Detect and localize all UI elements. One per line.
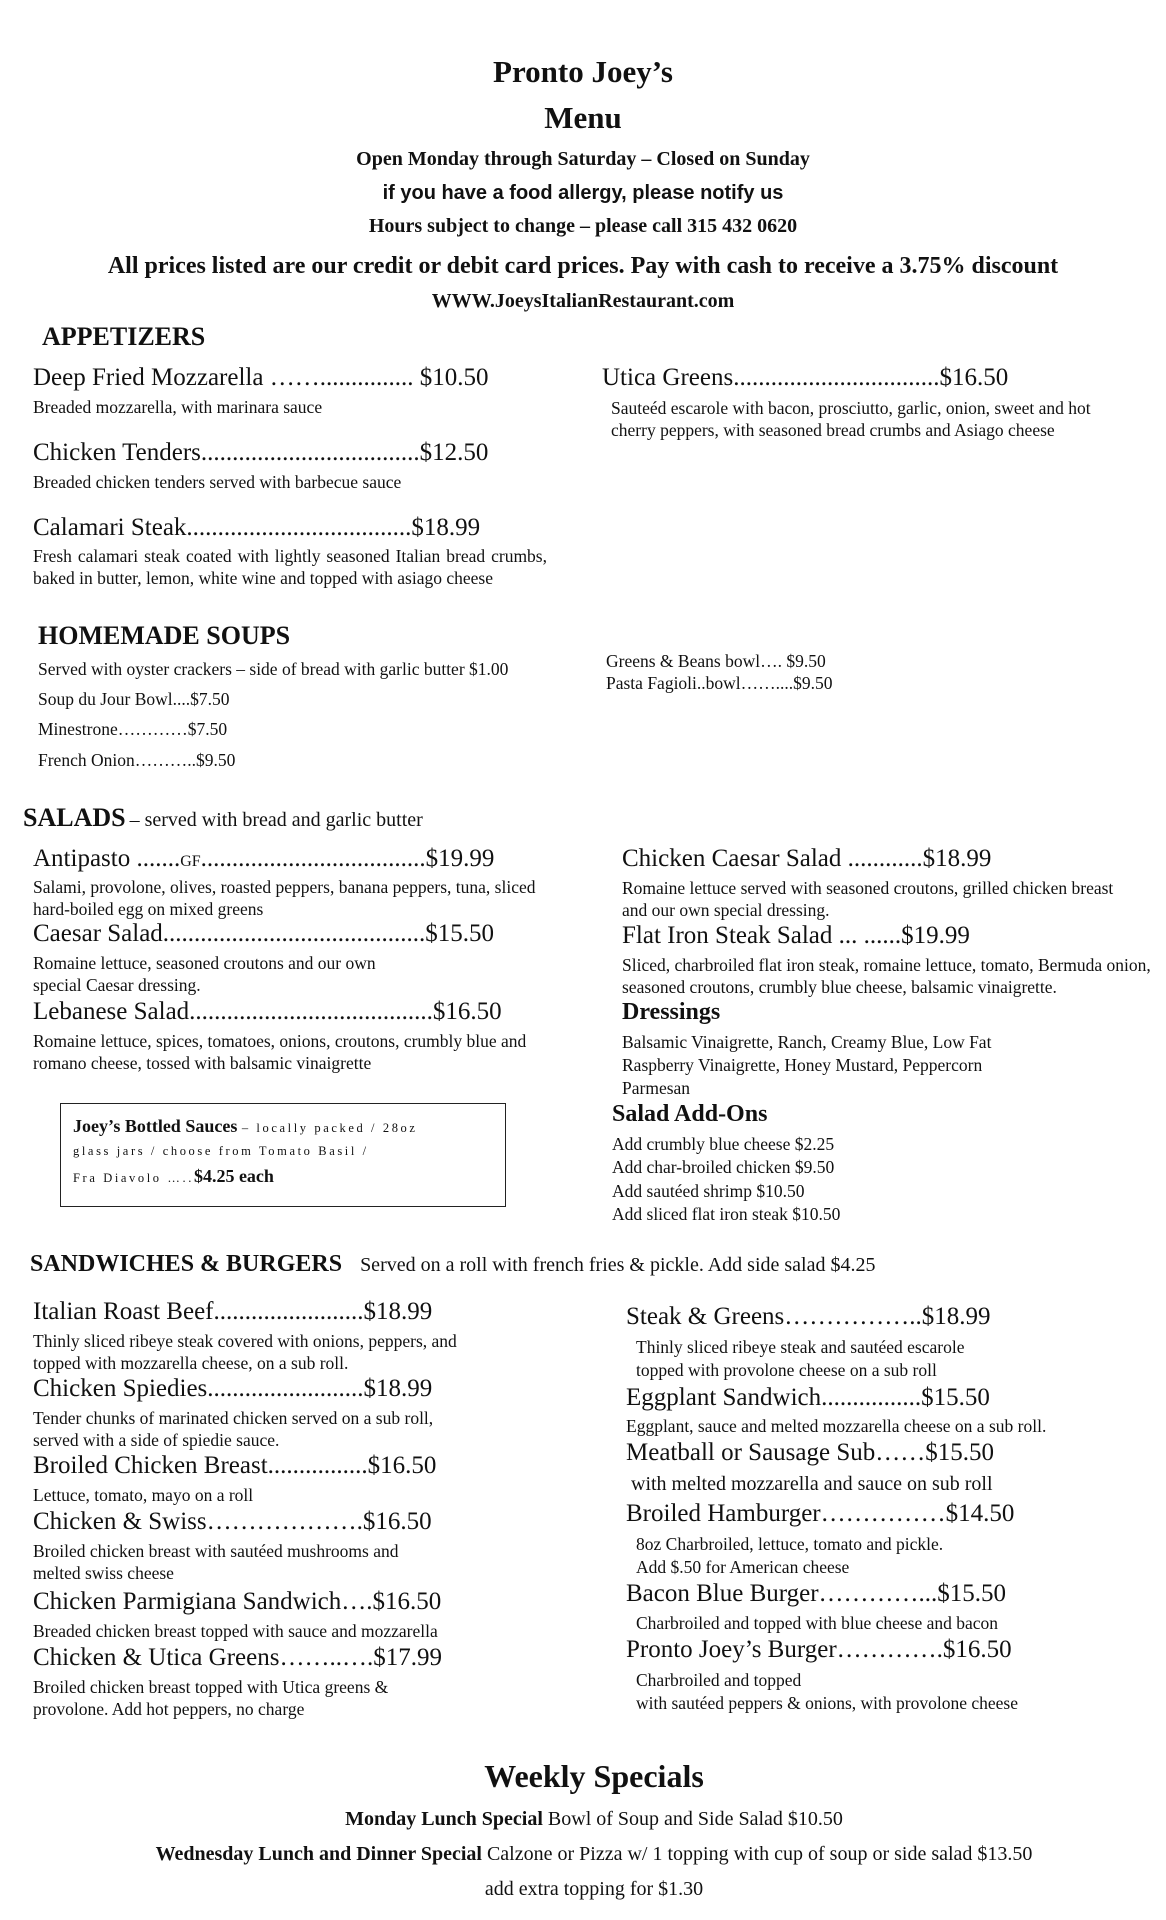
allergy-notice: if you have a food allergy, please notify us (382, 182, 784, 204)
menu-item-desc: Romaine lettuce, seasoned croutons and our own special Caesar dressing. (33, 953, 376, 995)
website-link[interactable]: WWW.JoeysItalianRestaurant.com (431, 290, 735, 312)
menu-item-name: Pronto Joey’s Burger………….$16.50 (626, 1636, 1012, 1663)
menu-item-name: Deep Fried Mozzarella ……............... $10.50 (33, 364, 489, 391)
salads-heading: SALADS (23, 803, 126, 832)
menu-item-desc: Breaded chicken tenders served with barbecue sauce (33, 472, 402, 492)
sandwiches-note: Served on a roll with french fries & pickle. Add side salad $4.25 (360, 1254, 876, 1276)
restaurant-name: Pronto Joey’s (493, 54, 673, 89)
menu-item-name: Italian Roast Beef........................$18.99 (33, 1298, 433, 1325)
menu-item-desc: topped with provolone cheese on a sub roll (636, 1360, 937, 1380)
sandwiches-header (30, 1251, 876, 1278)
menu-item-desc: Sauteéd escarole with bacon, prosciutto, garlic, onion, sweet and hot cherry peppers, with seasoned bread crumbs and Asiago cheese (611, 398, 1091, 440)
menu-item-name: Caesar Salad..........................................$15.50 (33, 920, 495, 947)
menu-item-name: Steak & Greens……………..$18.99 (626, 1303, 991, 1330)
menu-item-desc: Breaded mozzarella, with marinara sauce (33, 397, 323, 417)
bottled-sauces-title: Joey’s Bottled Sauces (73, 1116, 238, 1136)
dressings-line: Balsamic Vinaigrette, Ranch, Creamy Blue, Low Fat (622, 1032, 992, 1052)
addons-heading: Salad Add-Ons (612, 1101, 768, 1127)
menu-item-name: Calamari Steak....................................$18.99 (33, 514, 481, 541)
menu-item-desc: Thinly sliced ribeye steak covered with onions, peppers, and topped with mozzarella cheese, on a sub roll. (33, 1331, 457, 1373)
menu-item-name: Broiled Chicken Breast................$16.50 (33, 1452, 437, 1479)
specials-heading: Weekly Specials (484, 1758, 704, 1794)
menu-item-desc: Add $.50 for American cheese (636, 1557, 850, 1577)
menu-item-desc: Romaine lettuce, spices, tomatoes, onions, croutons, crumbly blue and romano cheese, tossed with balsamic vinaigrette (33, 1031, 527, 1073)
menu-item-name: Chicken & Utica Greens……..….$17.99 (33, 1644, 442, 1671)
soup-item: Minestrone…………$7.50 (38, 719, 228, 739)
menu-item-name: Chicken Spiedies.........................$18.99 (33, 1375, 433, 1402)
soups-heading: HOMEMADE SOUPS (38, 621, 291, 650)
addon-item: Add sliced flat iron steak $10.50 (612, 1204, 841, 1224)
gluten-free-badge: GF (180, 853, 201, 870)
opening-hours: Open Monday through Saturday – Closed on Sunday (356, 148, 810, 170)
hours-change-notice: Hours subject to change – please call 315 432 0620 (368, 215, 798, 237)
bottled-sauces-title-line (73, 1116, 418, 1137)
menu-item-price: ....................................$19.99 (200, 845, 495, 872)
sandwiches-heading: SANDWICHES & BURGERS (30, 1251, 343, 1277)
addon-item: Add crumbly blue cheese $2.25 (612, 1134, 835, 1154)
wednesday-special-text: Calzone or Pizza w/ 1 topping with cup of soup or side salad $13.50 (481, 1843, 1033, 1865)
menu-item-name: Broiled Hamburger……………$14.50 (626, 1500, 1015, 1527)
menu-item-name: Bacon Blue Burger…………...$15.50 (626, 1580, 1007, 1607)
menu-item-desc: Romaine lettuce served with seasoned croutons, grilled chicken breast and our own special dressing. (622, 878, 1114, 920)
appetizers-heading: APPETIZERS (42, 322, 206, 351)
bottled-sauces-desc: Fra Diavolo ….. (73, 1171, 194, 1185)
menu-item-desc: with melted mozzarella and sauce on sub roll (631, 1473, 993, 1495)
bottled-sauces-desc: – locally packed / 28oz (241, 1121, 418, 1135)
menu-item-desc: Fresh calamari steak coated with lightly seasoned Italian bread crumbs, baked in butter, lemon, white wine and topped with asiago cheese (33, 546, 547, 588)
menu-item-desc: 8oz Charbroiled, lettuce, tomato and pickle. (636, 1534, 944, 1554)
menu-item-desc: Lettuce, tomato, mayo on a roll (33, 1485, 254, 1505)
pricing-notice: All prices listed are our credit or debit card prices. Pay with cash to receive a 3.75% discount (107, 253, 1059, 279)
bottled-sauces-price-line (73, 1166, 274, 1187)
dressings-heading: Dressings (622, 999, 721, 1025)
menu-item-desc: with sautéed peppers & onions, with provolone cheese (636, 1693, 1018, 1713)
menu-item-name (33, 845, 494, 873)
menu-item-desc: Tender chunks of marinated chicken served on a sub roll, served with a side of spiedie sauce. (33, 1408, 434, 1450)
wednesday-special (0, 1843, 1166, 1866)
menu-item-desc: Salami, provolone, olives, roasted peppers, banana peppers, tuna, sliced hard-boiled egg on mixed greens (33, 877, 536, 919)
wednesday-special-label: Wednesday Lunch and Dinner Special (155, 1843, 482, 1865)
menu-item-name: Lebanese Salad.......................................$16.50 (33, 998, 502, 1025)
menu-item-desc: Broiled chicken breast with sautéed mushrooms and melted swiss cheese (33, 1541, 399, 1583)
menu-item-desc: Breaded chicken breast topped with sauce and mozzarella (33, 1621, 438, 1641)
addon-item: Add sautéed shrimp $10.50 (612, 1181, 805, 1201)
soup-item: French Onion………..$9.50 (38, 750, 236, 770)
dressings-line: Raspberry Vinaigrette, Honey Mustard, Peppercorn (622, 1055, 983, 1075)
soup-item: Soup du Jour Bowl....$7.50 (38, 689, 230, 709)
soups-note: Served with oyster crackers – side of bread with garlic butter $1.00 (38, 659, 509, 679)
soup-item: Greens & Beans bowl…. $9.50 (606, 651, 826, 671)
menu-item-name: Chicken Tenders...................................$12.50 (33, 439, 489, 466)
addon-item: Add char-broiled chicken $9.50 (612, 1157, 835, 1177)
salads-note: – served with bread and garlic butter (129, 809, 423, 831)
dressings-line: Parmesan (622, 1078, 691, 1098)
menu-item-desc: Charbroiled and topped with blue cheese and bacon (636, 1613, 999, 1633)
menu-item-desc: Sliced, charbroiled flat iron steak, romaine lettuce, tomato, Bermuda onion, seasoned croutons, crumbly blue cheese, balsamic vinaigrette. (622, 955, 1151, 997)
menu-item-name: Flat Iron Steak Salad ... ......$19.99 (622, 922, 970, 949)
menu-item-name: Utica Greens.................................$16.50 (602, 364, 1009, 391)
menu-item-name: Meatball or Sausage Sub……$15.50 (626, 1439, 995, 1466)
bottled-sauces-desc: glass jars / choose from Tomato Basil / (73, 1144, 369, 1158)
bottled-sauces-price: $4.25 each (193, 1166, 274, 1186)
soup-item: Pasta Fagioli..bowl……....$9.50 (606, 673, 833, 693)
menu-item-desc: Eggplant, sauce and melted mozzarella cheese on a sub roll. (626, 1416, 1047, 1436)
menu-item-name: Eggplant Sandwich................$15.50 (626, 1384, 990, 1411)
bottled-sauces-box (60, 1103, 506, 1207)
monday-special-text: Bowl of Soup and Side Salad $10.50 (542, 1808, 843, 1830)
menu-item-name: Chicken Caesar Salad ............$18.99 (622, 845, 992, 872)
extra-topping-note: add extra topping for $1.30 (484, 1878, 704, 1900)
menu-item-desc: Charbroiled and topped (636, 1670, 802, 1690)
menu-item-desc: Broiled chicken breast topped with Utica greens & provolone. Add hot peppers, no charge (33, 1677, 389, 1719)
menu-item-label: Antipasto ....... (33, 845, 181, 872)
monday-special-label: Monday Lunch Special (345, 1808, 543, 1830)
menu-title: Menu (544, 100, 622, 135)
salads-header (23, 803, 423, 833)
monday-special (0, 1808, 1166, 1831)
menu-item-name: Chicken Parmigiana Sandwich….$16.50 (33, 1588, 442, 1615)
menu-item-name: Chicken & Swiss……………….$16.50 (33, 1508, 432, 1535)
menu-item-desc: Thinly sliced ribeye steak and sautéed escarole (636, 1337, 965, 1357)
